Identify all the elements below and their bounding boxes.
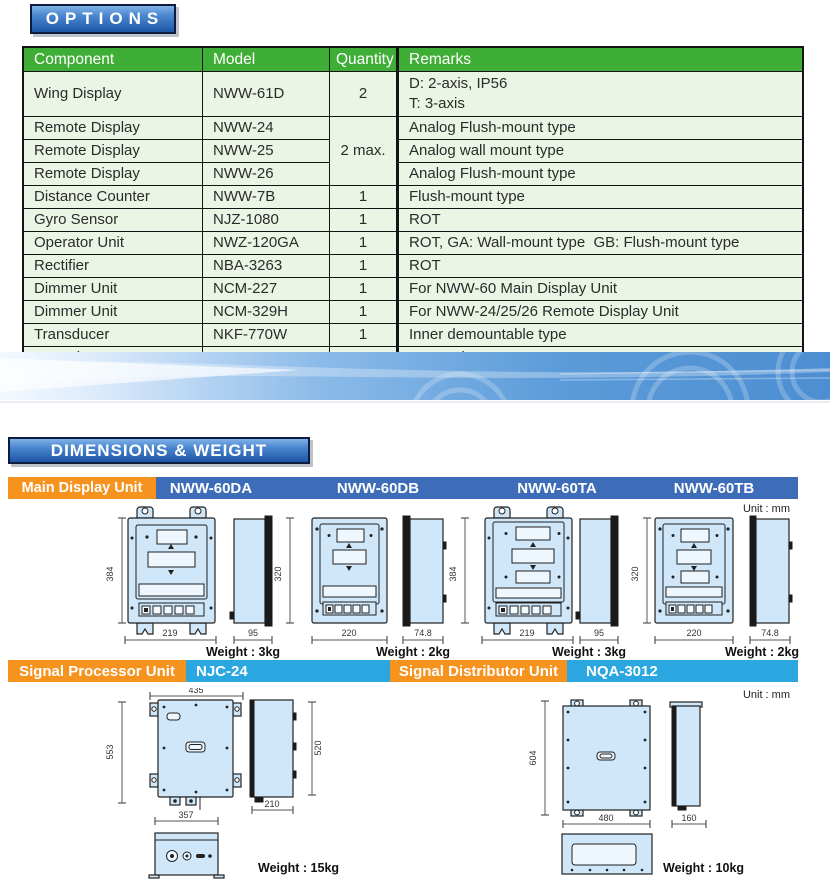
svg-text:Weight : 3kg: Weight : 3kg [551,645,627,659]
main-display-unit-label: Main Display Unit [8,477,156,499]
svg-text:435: 435 [188,688,204,695]
main-display-unit-bar [8,477,798,499]
model-label-nww-60tb: NWW-60TB [673,479,755,497]
svg-text:74.8: 74.8 [414,628,432,638]
svg-text:384: 384 [448,566,458,582]
cell-remarks: ROT [398,255,804,278]
cell-model: NWW-26 [203,163,330,186]
svg-text:219: 219 [519,628,535,638]
main-display-unit-drawings [0,500,830,662]
unit-note-bottom: Unit : mm [742,689,790,701]
svg-text:320: 320 [630,566,640,582]
svg-text:553: 553 [105,744,115,760]
cell-quantity: 1 [330,186,398,209]
nww-60ta-drawing [448,507,626,659]
cell-component: Wing Display [23,72,203,117]
cell-remarks: ROT, GA: Wall-mount type GB: Flush-mount type [398,232,804,255]
cell-quantity: 1 [330,324,398,347]
cell-quantity: 2 max. [330,117,398,186]
nww-60db-drawing [273,516,450,659]
section-divider [0,401,830,403]
cell-remarks: Analog Flush-mount type [398,163,804,186]
cell-component: Gyro Sensor [23,209,203,232]
cell-component: Remote Display [23,163,203,186]
svg-text:357: 357 [178,810,194,820]
svg-text:219: 219 [162,628,178,638]
table-row [23,72,803,117]
cell-component: Remote Display [23,140,203,163]
njc-24-drawing [105,688,339,878]
model-label-nww-60db: NWW-60DB [336,479,420,497]
cell-remarks: For NWW-24/25/26 Remote Display Unit [398,301,804,324]
model-label-nqa-3012: NQA-3012 [586,662,658,680]
cell-quantity: 1 [330,209,398,232]
svg-text:Weight : 10kg: Weight : 10kg [663,861,745,875]
header-remarks: Remarks [398,47,804,72]
signal-units-bar [8,660,798,682]
svg-text:Weight : 3kg: Weight : 3kg [205,645,281,659]
cell-quantity: 1 [330,278,398,301]
cell-remarks: Inner demountable type [398,324,804,347]
signal-processor-unit-label: Signal Processor Unit [8,660,186,682]
table-row [23,209,803,232]
svg-text:604: 604 [528,750,538,766]
table-row [23,278,803,301]
header-component: Component [23,47,203,72]
cell-remarks: For NWW-60 Main Display Unit [398,278,804,301]
cell-remarks: Analog wall mount type [398,140,804,163]
svg-text:220: 220 [341,628,357,638]
svg-text:Weight : 2kg: Weight : 2kg [724,645,800,659]
svg-text:95: 95 [593,628,605,638]
table-row [23,255,803,278]
cell-component: Distance Counter [23,186,203,209]
nww-60da-drawing [105,507,280,659]
options-section-title: OPTIONS [30,4,176,34]
cell-component: Dimmer Unit [23,301,203,324]
cell-model: NCM-329H [203,301,330,324]
cell-component: Dimmer Unit [23,278,203,301]
svg-text:160: 160 [681,813,697,823]
cell-component: Operator Unit [23,232,203,255]
cell-model: NWW-7B [203,186,330,209]
cell-model: NWW-25 [203,140,330,163]
cell-model: NWW-61D [203,72,330,117]
cell-remarks: D: 2-axis, IP56 T: 3-axis [398,72,804,117]
cell-model: NBA-3263 [203,255,330,278]
table-row [23,140,803,163]
nww-60tb-drawing [630,516,799,659]
model-label-njc-24: NJC-24 [196,662,248,680]
svg-text:384: 384 [105,566,115,582]
table-row [23,232,803,255]
svg-text:74.8: 74.8 [761,628,779,638]
table-row [23,301,803,324]
model-label-nww-60ta: NWW-60TA [517,479,597,497]
svg-text:320: 320 [273,566,283,582]
cell-component: Remote Display [23,117,203,140]
signal-distributor-unit-label: Signal Distributor Unit [390,660,567,682]
cell-quantity: 1 [330,301,398,324]
decorative-wave-band [0,352,830,400]
table-row [23,117,803,140]
svg-text:210: 210 [264,799,280,809]
cell-model: NWZ-120GA [203,232,330,255]
cell-quantity: 2 [330,72,398,117]
cell-model: NCM-227 [203,278,330,301]
table-row [23,324,803,347]
cell-remarks: Flush-mount type [398,186,804,209]
cell-component: Transducer [23,324,203,347]
cell-model: NKF-770W [203,324,330,347]
unit-note-main: Unit : mm [742,503,790,515]
svg-text:95: 95 [247,628,259,638]
cell-model: NWW-24 [203,117,330,140]
cell-quantity: 1 [330,232,398,255]
table-row [23,186,803,209]
nqa-3012-drawing [528,700,744,875]
signal-unit-drawings [0,688,830,882]
dimensions-section-title: DIMENSIONS & WEIGHT [8,437,310,464]
options-table [22,46,804,371]
options-table-body [23,72,803,371]
svg-text:Weight : 15kg: Weight : 15kg [258,861,340,875]
svg-text:480: 480 [598,813,614,823]
cell-remarks: Analog Flush-mount type [398,117,804,140]
cell-quantity: 1 [330,255,398,278]
header-model: Model [203,47,330,72]
cell-component: Rectifier [23,255,203,278]
cell-model: NJZ-1080 [203,209,330,232]
table-row [23,163,803,186]
header-quantity: Quantity [330,47,398,72]
svg-text:Weight : 2kg: Weight : 2kg [375,645,451,659]
svg-text:520: 520 [313,740,323,756]
table-header-row [23,47,803,72]
cell-remarks: ROT [398,209,804,232]
model-label-nww-60da: NWW-60DA [169,479,253,497]
svg-text:220: 220 [686,628,702,638]
